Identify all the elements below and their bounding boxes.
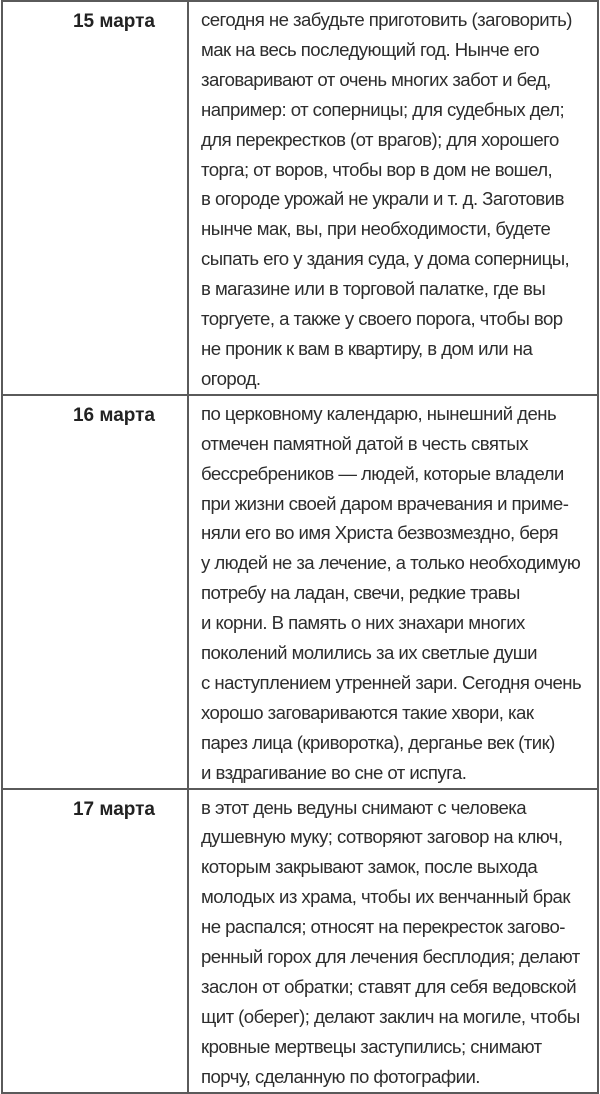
date-cell: 15 марта (2, 1, 188, 395)
table-row (2, 1, 598, 395)
text-line: щит (оберег); делают заклич на могиле, чтобы (201, 1005, 580, 1027)
date-cell: 17 марта (2, 789, 188, 1093)
text-line: ренный горох для лечения бесплодия; делают (201, 946, 580, 968)
text-line: по церковному календарю, нынешний день (201, 402, 557, 424)
text-line: поколений молились за их светлые души (201, 642, 537, 664)
text-line: няли его во имя Христа безвозмездно, беря (201, 522, 559, 544)
text-line: сыпать его у здания суда, у дома соперницы, (201, 248, 570, 270)
text-line: молодых из храма, чтобы их венчанный брак (201, 886, 570, 908)
text-line: огород. (201, 367, 261, 389)
text-line: и вздрагивание во сне от испуга. (201, 761, 467, 783)
description-cell (188, 789, 598, 1093)
text-line: хорошо заговариваются такие хвори, как (201, 701, 534, 723)
text-line: не распался; относят на перекресток загово- (201, 916, 565, 938)
text-line: в магазине или в торговой палатке, где вы (201, 278, 546, 300)
date-cell: 16 марта (2, 395, 188, 789)
text-line: заслон от обратки; ставят для себя ведовской (201, 976, 577, 997)
text-line: в огороде урожай не украли и т. д. Заготовив (201, 188, 564, 210)
table-row (2, 789, 598, 1093)
text-line: с наступлением утренней зари. Сегодня очень (201, 671, 582, 693)
text-line: душевную муку; сотворяют заговор на ключ, (201, 826, 563, 848)
text-line: кровные мертвецы заступились; снимают (201, 1035, 542, 1057)
text-line: торгуете, а также у своего порога, чтобы вор (201, 308, 563, 330)
text-line: у людей не за лечение, а только необходимую (201, 552, 581, 574)
text-line: и корни. В память о них знахари многих (201, 612, 525, 634)
text-line: парез лица (криворотка), дерганье век (тик) (201, 731, 555, 753)
text-line: мак на весь последующий год. Нынче его (201, 38, 540, 60)
text-line: не проник к вам в квартиру, в дом или на (201, 337, 533, 359)
text-line: сегодня не забудьте приготовить (заговорить) (201, 9, 572, 30)
text-line: порчу, сделанную по фотографии. (201, 1065, 480, 1087)
text-line: заговаривают от очень многих забот и бед, (201, 68, 551, 90)
text-line: в этот день ведуны снимают с человека (201, 796, 527, 818)
text-line: потребу на ладан, свечи, редкие травы (201, 582, 520, 604)
table-row (2, 395, 598, 789)
text-line: при жизни своей даром врачевания и приме- (201, 492, 569, 514)
text-line: которым закрывают замок, после выхода (201, 856, 538, 878)
description-cell (188, 395, 598, 789)
description-cell (188, 1, 598, 395)
text-line: для перекрестков (от врагов); для хорошего (201, 128, 559, 150)
calendar-table (1, 0, 599, 1094)
text-line: торга; от воров, чтобы вор в дом не вошел, (201, 158, 553, 180)
text-line: нынче мак, вы, при необходимости, будете (201, 218, 551, 240)
text-line: отмечен памятной датой в честь святых (201, 432, 528, 454)
text-line: бессребреников — людей, которые владели (201, 462, 564, 484)
text-line: например: от соперницы; для судебных дел; (201, 98, 565, 120)
